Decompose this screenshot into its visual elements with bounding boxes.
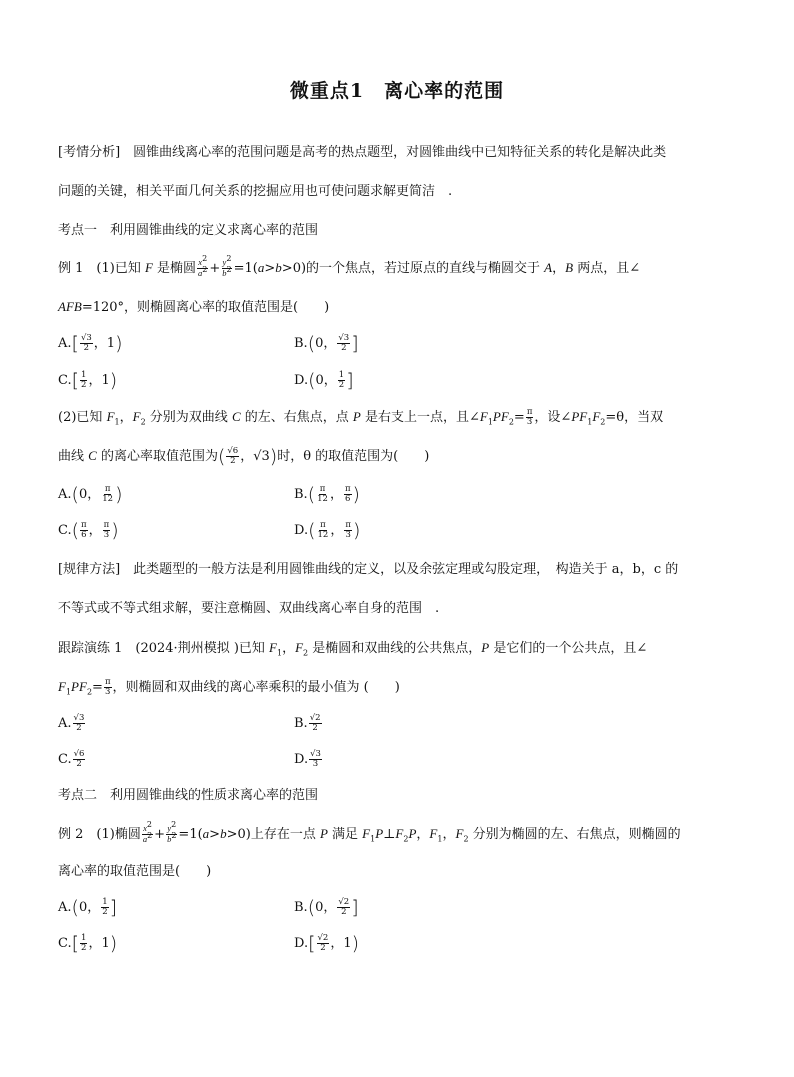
numerator: √2 <box>317 933 329 943</box>
numerator: 1 <box>81 933 87 943</box>
denominator: 12 <box>102 494 114 504</box>
bracket: ) <box>351 932 360 955</box>
fraction-y2-b2 <box>221 254 232 279</box>
var-y: y <box>167 823 172 833</box>
option-label: D. <box>294 373 309 388</box>
option-label: D. <box>294 936 309 951</box>
subscript: 1 <box>487 417 493 427</box>
subscript: 2 <box>403 834 409 844</box>
var-F: F <box>132 409 141 424</box>
fraction <box>309 714 322 733</box>
text: 是椭圆 <box>152 261 197 276</box>
option-2-B <box>294 485 360 505</box>
track-option-C <box>58 750 86 770</box>
var-b: b <box>220 826 227 841</box>
var-B: B <box>565 260 574 275</box>
text: ，设∠ <box>534 410 572 425</box>
bracket: ] <box>346 369 354 392</box>
denominator: 2 <box>81 943 87 953</box>
text: 分别为双曲线 <box>145 410 232 425</box>
bracket: ) <box>109 369 118 392</box>
numerator: 1 <box>338 370 345 380</box>
text: 满足 <box>327 827 363 842</box>
method-line-1: [规律方法] 此类题型的一般方法是利用圆锥曲线的定义，以及余弦定理或勾股定理， 构造关于 a，b，c 的 <box>58 562 679 577</box>
fraction <box>317 521 330 540</box>
option-2-C <box>58 521 119 541</box>
text: 例 2 (1)椭圆 <box>58 827 141 842</box>
numerator: π <box>81 520 87 530</box>
numerator: √2 <box>338 897 350 907</box>
exp: 2 <box>171 820 177 830</box>
numerator: π <box>104 484 111 494</box>
denominator: 2 <box>341 907 347 917</box>
option-2-D <box>294 521 360 541</box>
example-1-q2-line-2 <box>58 446 429 467</box>
var-y: y <box>222 257 227 267</box>
var-C: C <box>88 448 97 463</box>
var-F: F <box>479 409 488 424</box>
example-2-option-D <box>294 934 359 954</box>
text: 分别为椭圆的左、右焦点，则椭圆的 <box>468 827 681 842</box>
text: 是椭圆和双曲线的公共焦点， <box>308 641 482 656</box>
var-P: P <box>352 409 361 424</box>
exp: 2 <box>146 820 152 830</box>
bracket: ) <box>111 519 119 542</box>
option-label: A. <box>58 716 72 731</box>
var-F: F <box>58 679 66 694</box>
numerator: √6 <box>227 446 239 456</box>
text: =1( <box>178 827 203 842</box>
example-1-line-1: 例 1 (1)已知 F 是椭圆 $\frac{x^2}{a^2}$ + $\frac{y^2}{b^2}$ =1(a>b>0)的一个焦点，若过原点的直线与椭圆交于 A，B 两点，且∠ <box>58 254 641 278</box>
denominator: 2 <box>312 723 318 733</box>
subscript: 2 <box>86 687 93 697</box>
option-label: C. <box>58 752 72 767</box>
bracket: [ <box>71 932 80 955</box>
bracket: ( <box>217 445 226 468</box>
text: ，1 <box>88 373 110 388</box>
example-2-option-B <box>294 898 359 918</box>
option-label: B. <box>294 716 308 731</box>
track-line-1 <box>58 638 647 659</box>
text: =120°，则椭圆离心率的取值范围是( ) <box>81 300 330 315</box>
var-b: b <box>222 268 227 278</box>
bracket: ) <box>269 445 278 468</box>
fraction <box>80 334 93 353</box>
fraction <box>80 371 87 390</box>
intro-line-1: [考情分析] 圆锥曲线离心率的范围问题是高考的热点题型，对圆锥曲线中已知特征关系的转化是解决此类 <box>58 145 667 160</box>
numerator: π <box>344 484 351 494</box>
fraction <box>104 678 112 697</box>
text: ，1 <box>330 936 352 951</box>
var-a: a <box>202 826 210 841</box>
example-2-option-C <box>58 934 117 954</box>
text: ， <box>240 449 254 464</box>
subscript: 2 <box>303 648 309 658</box>
fraction <box>337 898 350 917</box>
example-2-line-1: 例 2 (1)椭圆 $\frac{x^2}{a^2}$ + $\frac{y^2}{b^2}$ =1(a>b>0)上存在一点 P 满足 $F_1P\perp F_2P$，$F_1$，$F_2$ 分别为椭圆的左、右焦点，则椭圆的 <box>58 820 681 844</box>
subscript: 1 <box>370 834 376 844</box>
subscript: 1 <box>114 417 120 427</box>
var-F: F <box>500 409 509 424</box>
bracket: ( <box>307 332 316 355</box>
var-F: F <box>79 679 87 694</box>
bracket: [ <box>71 369 80 392</box>
text: 是它们的一个公共点，且∠ <box>489 641 648 656</box>
track-line-2: $F_1PF_2=$ $\frac{\pi}{3}$ ，则椭圆和双曲线的离心率乘积的最小值为 ( ) <box>58 677 400 697</box>
fraction <box>80 934 87 953</box>
text: 0， <box>315 900 337 915</box>
var-F: F <box>395 826 404 841</box>
text: 是右支上一点，且∠ <box>360 410 480 425</box>
var-F: F <box>106 409 115 424</box>
option-label: B. <box>294 900 308 915</box>
option-label: B. <box>294 487 308 502</box>
bracket: ( <box>308 369 316 392</box>
option-label: C. <box>58 523 72 538</box>
bracket: ( <box>71 483 79 506</box>
text: 0， <box>78 487 101 502</box>
var-F: F <box>144 260 153 275</box>
text: ， <box>330 523 344 538</box>
section-heading-2: 考点二 利用圆锥曲线的性质求离心率的范围 <box>58 788 319 803</box>
example-2-line-2: 离心率的取值范围是( ) <box>58 864 212 879</box>
var-F: F <box>455 826 464 841</box>
bracket: ) <box>352 483 360 506</box>
var-x: x <box>198 257 203 267</box>
track-option-D <box>294 750 323 770</box>
fraction <box>73 714 86 733</box>
option-label: D. <box>294 523 309 538</box>
text: √3 <box>253 449 270 464</box>
var-b: b <box>167 834 172 844</box>
denominator: 2 <box>338 380 345 390</box>
denominator: 2 <box>230 456 236 466</box>
fraction-x2-a2 <box>142 820 153 845</box>
text: ，则椭圆和双曲线的离心率乘积的最小值为 ( ) <box>112 680 400 695</box>
text: ，1 <box>88 936 110 951</box>
option-1-D <box>294 371 354 391</box>
var-P: P <box>492 409 501 424</box>
fraction <box>344 485 352 504</box>
option-label: A. <box>58 900 72 915</box>
text: ， <box>282 641 296 656</box>
text: 的离心率取值范围为 <box>96 449 218 464</box>
fraction <box>101 898 108 917</box>
option-label: C. <box>58 936 72 951</box>
option-1-C <box>58 371 117 391</box>
text: (2)已知 <box>58 410 107 425</box>
subscript: 1 <box>276 648 283 658</box>
option-label: A. <box>58 487 72 502</box>
numerator: π <box>345 520 351 530</box>
denominator: 2 <box>102 907 108 917</box>
numerator: π <box>104 677 111 687</box>
fraction <box>344 521 352 540</box>
intro-line-2: 问题的关键，相关平面几何关系的挖掘应用也可使问题求解更简洁 . <box>58 184 453 199</box>
fraction <box>526 408 534 427</box>
bracket: [ <box>71 332 79 355</box>
var-AFB: AFB <box>58 299 82 314</box>
denominator: 12 <box>317 494 328 504</box>
fraction <box>317 934 330 953</box>
var-P: P <box>571 409 580 424</box>
subscript: 1 <box>65 687 72 697</box>
denominator: 2 <box>341 343 347 353</box>
exp: 2 <box>202 254 208 264</box>
fraction <box>73 750 86 769</box>
var-F: F <box>269 640 277 655</box>
fraction <box>316 485 329 504</box>
fraction <box>337 334 350 353</box>
fraction-y2-b2 <box>166 820 177 845</box>
var-A: A <box>544 260 553 275</box>
fraction <box>226 447 239 466</box>
var-F: F <box>579 409 588 424</box>
bracket: ] <box>351 332 359 355</box>
var-x: x <box>143 823 147 833</box>
text: ， <box>442 827 456 842</box>
subscript: 1 <box>437 834 443 844</box>
option-label: A. <box>58 336 72 351</box>
subscript: 1 <box>587 417 593 427</box>
exp: 2 <box>147 831 153 841</box>
method-line-2: 不等式或不等式组求解，要注意椭圆、双曲线离心率自身的范围 . <box>58 601 440 616</box>
text: =1( <box>233 261 258 276</box>
example-1-q2-line-1: (2)已知 $F_1$，$F_2$ 分别为双曲线 C 的左、右焦点，点 P 是右支上一点，且$\angle F_1PF_2=$ $\frac{\pi}{3}$ ，设$\angle PF_1F_2=\theta$，当双 <box>58 407 664 427</box>
example-2-option-A <box>58 898 117 918</box>
example-1-line-2 <box>58 297 329 318</box>
numerator: 1 <box>102 897 108 907</box>
text: 0， <box>78 900 101 915</box>
denominator: 2 <box>320 943 326 953</box>
bracket: ] <box>109 896 118 919</box>
denominator: 2 <box>76 759 82 769</box>
numerator: 1 <box>81 370 87 380</box>
text: ，1 <box>93 336 116 351</box>
text: >0)的一个焦点，若过原点的直线与椭圆交于 <box>281 261 545 276</box>
track-option-B <box>294 714 323 734</box>
text: ， <box>88 523 102 538</box>
fraction <box>338 371 345 390</box>
subscript: 2 <box>140 417 146 427</box>
var-P: P <box>319 826 328 841</box>
option-label: C. <box>58 373 72 388</box>
bracket: ( <box>307 896 316 919</box>
option-1-A <box>58 334 122 354</box>
var-P: P <box>481 640 490 655</box>
numerator: √6 <box>73 749 85 759</box>
denominator: 2 <box>76 723 82 733</box>
option-label: D. <box>294 752 309 767</box>
denominator: 12 <box>317 530 329 540</box>
exp: 2 <box>202 265 208 275</box>
var-F: F <box>362 826 371 841</box>
exp: 2 <box>226 254 232 264</box>
numerator: π <box>526 407 533 417</box>
var-F: F <box>429 826 438 841</box>
var-C: C <box>231 409 241 424</box>
text: 曲线 <box>58 449 89 464</box>
fraction <box>80 521 88 540</box>
var-P: P <box>408 826 417 841</box>
subscript: 2 <box>463 834 469 844</box>
page-title: 微重点1 离心率的范围 <box>289 80 505 102</box>
option-label: B. <box>294 336 308 351</box>
var-a: a <box>198 268 203 278</box>
text: ， <box>329 487 343 502</box>
fraction <box>309 750 322 769</box>
text: 例 1 (1)已知 <box>58 261 145 276</box>
var-P: P <box>375 826 384 841</box>
numerator: √3 <box>310 749 321 759</box>
bracket: ( <box>71 519 80 542</box>
numerator: π <box>103 520 110 530</box>
text: ， <box>552 261 566 276</box>
numerator: √3 <box>80 333 92 343</box>
bracket: ) <box>115 332 123 355</box>
track-option-A <box>58 714 86 734</box>
text: ， <box>416 827 430 842</box>
bracket: ( <box>307 483 316 506</box>
numerator: √2 <box>309 713 321 723</box>
numerator: √3 <box>73 713 85 723</box>
text: > <box>264 261 276 276</box>
text: 两点，且∠ <box>573 261 641 276</box>
fraction-x2-a2 <box>197 254 208 279</box>
text: 0， <box>315 373 337 388</box>
bracket: ( <box>71 896 79 919</box>
bracket: [ <box>308 932 316 955</box>
text: >0)上存在一点 <box>226 827 320 842</box>
option-2-A <box>58 485 122 505</box>
var-P: P <box>71 679 79 694</box>
bracket: ) <box>115 483 123 506</box>
fraction <box>101 485 114 504</box>
denominator: 2 <box>81 380 87 390</box>
text: 跟踪演练 1 (2024·荆州模拟 )已知 <box>58 641 270 656</box>
text: 的左、右焦点，点 <box>240 410 353 425</box>
numerator: √3 <box>338 333 350 343</box>
var-F: F <box>295 640 304 655</box>
numerator: π <box>319 484 326 494</box>
denominator: 6 <box>81 530 87 540</box>
var-b: b <box>275 260 282 275</box>
denominator: 3 <box>105 687 111 697</box>
var-a: a <box>142 834 148 844</box>
option-1-B <box>294 334 359 354</box>
text: > <box>209 827 221 842</box>
bracket: ) <box>352 519 361 542</box>
text: ， <box>119 410 133 425</box>
subscript: 2 <box>508 417 514 427</box>
var-a: a <box>257 260 265 275</box>
exp: 2 <box>171 831 177 841</box>
denominator: 2 <box>83 343 90 353</box>
exp: 2 <box>226 265 232 275</box>
var-F: F <box>592 409 601 424</box>
text: 时，θ 的取值范围为( ) <box>277 449 430 464</box>
denominator: 3 <box>526 417 533 427</box>
bracket: ] <box>351 896 359 919</box>
numerator: π <box>320 520 326 530</box>
section-heading-1: 考点一 利用圆锥曲线的定义求离心率的范围 <box>58 223 319 238</box>
bracket: ) <box>109 932 118 955</box>
text: =θ，当双 <box>605 410 664 425</box>
bracket: ( <box>308 519 316 542</box>
text: 0， <box>315 336 337 351</box>
denominator: 3 <box>312 759 319 769</box>
denominator: 6 <box>345 494 351 504</box>
denominator: 3 <box>345 530 351 540</box>
denominator: 3 <box>103 530 110 540</box>
fraction <box>103 521 111 540</box>
subscript: 2 <box>600 417 606 427</box>
